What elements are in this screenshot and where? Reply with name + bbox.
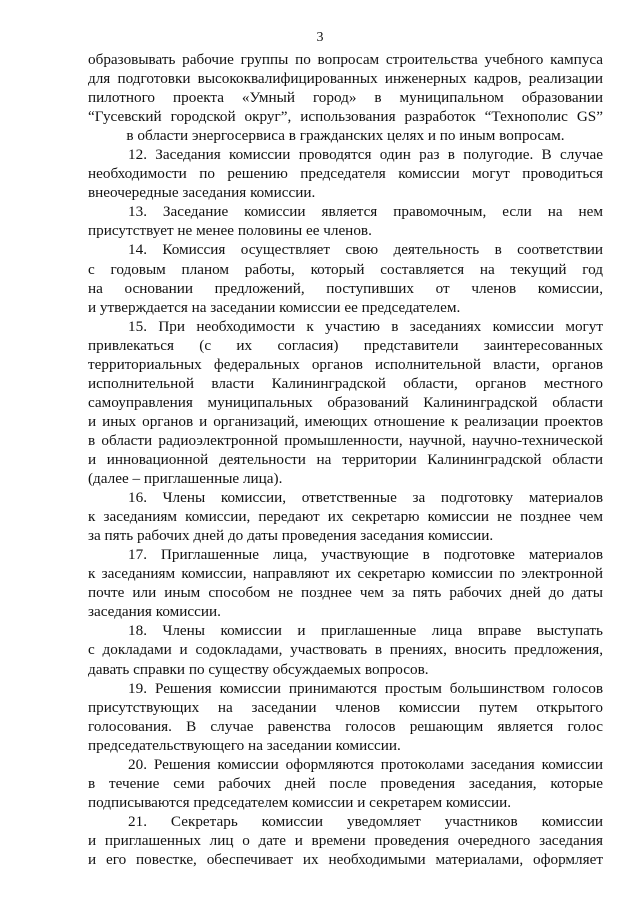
document-body	[88, 50, 603, 869]
text-line: 19. Решения комиссии принимаются простым большинством голосов	[128, 679, 603, 697]
page-number: 3	[316, 30, 324, 45]
text-line: и его повестке, обеспечивает их необходимыми материалами, оформляет	[88, 850, 603, 868]
text-line: внеочередные заседания комиссии.	[88, 184, 316, 202]
text-line: в области энергосервиса в гражданских целях и по иным вопросам.	[126, 127, 565, 145]
text-line: и инновационной деятельности на территории Калининградской области	[88, 450, 603, 468]
text-line: образовывать рабочие группы по вопросам строительства учебного кампуса	[88, 51, 603, 68]
text-line: председательствующего на заседании комиссии.	[88, 736, 401, 754]
paragraph-21	[88, 812, 603, 869]
text-line: 16. Члены комиссии, ответственные за подготовку материалов	[128, 489, 603, 507]
text-line: почте или иным способом не позднее чем за пять рабочих дней до даты	[88, 584, 603, 602]
text-line: за пять рабочих дней до даты проведения заседания комиссии.	[88, 527, 494, 545]
paragraph-20	[88, 755, 603, 812]
text-line: привлекаться (с их согласия) представители заинтересованных	[88, 336, 603, 354]
text-line: присутствует не менее половины ее членов.	[88, 222, 372, 240]
text-line: территориальных федеральных органов исполнительной власти, органов	[88, 355, 603, 373]
text-line: исполнительной власти Калининградской области, органов местного	[88, 374, 603, 392]
paragraph-16	[88, 488, 603, 545]
text-line: заседания комиссии.	[88, 603, 221, 621]
text-line: 21. Секретарь комиссии уведомляет участников комиссии	[128, 812, 603, 830]
text-line: в области радиоэлектронной промышленности, научной, научно-технической	[88, 431, 603, 449]
text-line: и иных органов и организаций, имеющих отношение к реализации проектов	[88, 412, 603, 430]
text-line: на основании предложений, поступивших от членов комиссии,	[88, 279, 603, 297]
text-line: 17. Приглашенные лица, участвующие в подготовке материалов	[128, 546, 603, 564]
paragraph-continuation	[88, 50, 603, 145]
text-line: “Гусевский городской округ”, использования разработок “Технополис GS”	[88, 108, 603, 126]
text-line: 12. Заседания комиссии проводятся один раз в полугодие. В случае	[128, 146, 603, 164]
text-line: 13. Заседание комиссии является правомочным, если на нем	[128, 203, 603, 221]
text-line: с годовым планом работы, который составляется на текущий год	[88, 260, 603, 278]
text-line: 15. При необходимости к участию в заседаниях комиссии могут	[128, 317, 603, 335]
text-line: для подготовки высококвалифицированных инженерных кадров, реализации	[88, 70, 603, 88]
paragraph-17	[88, 545, 603, 621]
paragraph-15	[88, 317, 603, 488]
text-line: с докладами и содокладами, участвовать в прениях, вносить предложения,	[88, 641, 603, 659]
text-line: 18. Члены комиссии и приглашенные лица вправе выступать	[128, 622, 603, 640]
text-line: (далее – приглашенные лица).	[88, 470, 283, 488]
paragraph-14	[88, 240, 603, 316]
text-line: необходимости по решению председателя комиссии могут проводиться	[88, 165, 603, 183]
paragraph-13	[88, 202, 603, 240]
text-line: 14. Комиссия осуществляет свою деятельность в соответствии	[128, 241, 603, 259]
text-line: самоуправления муниципальных образований Калининградской области	[88, 393, 603, 411]
paragraph-18	[88, 621, 603, 678]
text-line: присутствующих на заседании членов комиссии путем открытого	[88, 698, 603, 716]
text-line: в течение семи рабочих дней после проведения заседания, которые	[88, 774, 603, 792]
text-line: пилотного проекта «Умный город» в муниципальном образовании	[88, 89, 603, 107]
text-line: и приглашенных лиц о дате и времени проведения очередного заседания	[88, 831, 603, 849]
paragraph-19	[88, 679, 603, 755]
text-line: к заседаниям комиссии, передают их секретарю комиссии не позднее чем	[88, 508, 603, 526]
text-line: и утверждается на заседании комиссии ее председателем.	[88, 298, 461, 316]
text-line: подписываются председателем комиссии и секретарем комиссии.	[88, 793, 512, 811]
text-line: давать справки по существу обсуждаемых вопросов.	[88, 660, 429, 678]
text-line: голосования. В случае равенства голосов решающим является голос	[88, 717, 603, 735]
text-line: к заседаниям комиссии, направляют их секретарю комиссии по электронной	[88, 565, 603, 583]
paragraph-12	[88, 145, 603, 202]
text-line: 20. Решения комиссии оформляются протоколами заседания комиссии	[128, 755, 603, 773]
